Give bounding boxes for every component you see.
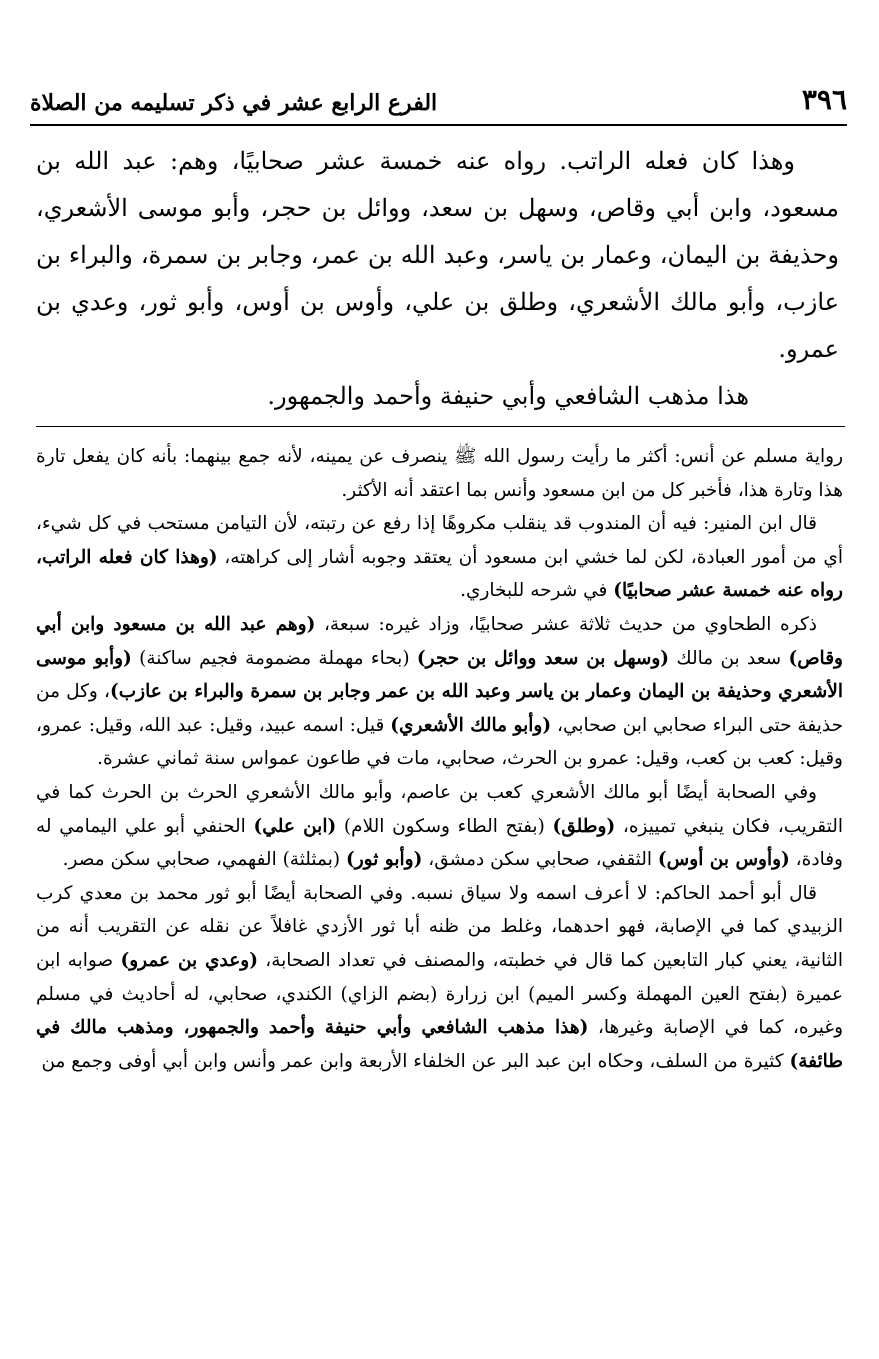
quoted-matn: (وطلق) — [552, 815, 616, 837]
commentary-text: سعد بن مالك — [669, 647, 789, 669]
commentary-text: (بمثلثة) الفهمي، صحابي سكن مصر. — [62, 849, 346, 871]
main-text — [36, 138, 839, 420]
commentary-text: ، وكل من حذيفة حتى البراء صحابي ابن صحابي، — [36, 681, 844, 736]
quoted-matn: (وأوس بن أوس) — [657, 849, 790, 871]
commentary-paragraph-5 — [36, 877, 843, 1079]
quoted-matn: (وأبو موسى الأشعري وحذيفة بن اليمان وعمار بن ياسر وعبد الله بن عمر وجابر بن سمرة والبراء بن عازب) — [36, 647, 843, 703]
quoted-matn: (هذا مذهب الشافعي وأبي حنيفة وأحمد والجمهور، ومذهب مالك في طائفة) — [36, 1017, 843, 1072]
commentary-paragraph-3 — [36, 608, 843, 776]
commentary-text: الثقفي، صحابي سكن دمشق، — [422, 849, 658, 871]
commentary-text: الحنفي أبو علي اليمامي له وفادة، — [36, 815, 843, 871]
running-title: الفرع الرابع عشر في ذكر تسليمه من الصلاة — [30, 90, 438, 116]
commentary-text: (بفتح الطاء وسكون اللام) — [336, 815, 553, 837]
quoted-matn: (وأبو ثور) — [345, 849, 423, 871]
quoted-matn: (وسهل بن سعد ووائل بن حجر) — [416, 647, 670, 669]
quoted-matn: (وعدي بن عمرو) — [120, 949, 258, 971]
commentary-text: وفي الصحابة أيضًا أبو مالك الأشعري كعب بن عاصم، وأبو مالك الأشعري الحرث بن الحرث كما في التقريب، فكان ينبغي تمييزه، — [36, 781, 843, 837]
commentary-text: ذكره الطحاوي من حديث ثلاثة عشر صحابيًا، وزاد غيره: سبعة، — [315, 613, 817, 635]
commentary — [36, 440, 843, 1078]
quoted-matn: (وهم عبد الله بن مسعود وابن أبي وقاص) — [36, 613, 843, 669]
quoted-matn: (وهذا كان فعله الراتب، رواه عنه خمسة عشر صحابيًا) — [36, 546, 843, 602]
quoted-matn: (وأبو مالك الأشعري) — [390, 714, 552, 736]
commentary-text: (بحاء مهملة مضمومة فجيم ساكنة) — [131, 647, 417, 669]
main-paragraph-1: وهذا كان فعله الراتب. رواه عنه خمسة عشر صحابيًا، وهم: عبد الله بن مسعود، وابن أبي وقاص، وسهل بن سعد، ووائل بن حجر، وأبو موسى الأشعري، وحذيفة بن اليمان، وعمار بن ياسر، وعبد الله بن عمر، وجابر بن سمرة، والبراء بن عازب، وأبو مالك الأشعري، وطلق بن علي، وأوس بن أوس، وأبو ثور، وعدي بن عمرو. — [36, 147, 839, 363]
commentary-text: قيل: اسمه عبيد، وقيل: عبد الله، وقيل: عمرو، وقيل: كعب بن كعب، وقيل: عمرو بن الحرث، صحابي، مات في طاعون عمواس سنة ثماني عشرة. — [36, 714, 843, 770]
quoted-matn: (ابن علي) — [253, 815, 337, 837]
commentary-paragraph-4 — [36, 776, 843, 877]
commentary-text: قال ابن المنير: فيه أن المندوب قد ينقلب مكروهًا إذا رفع عن رتبته، لأن التيامن مستحب في كل شيء، أي من أمور العبادة، لكن لما خشي ابن مسعود أن يعتقد وجوبه أشار إلى كراهته، — [36, 513, 843, 568]
header-divider — [30, 124, 847, 126]
commentary-text: صوابه ابن عميرة (بفتح العين المهملة وكسر الميم) ابن زرارة (بضم الزاي) الكندي، صحابي، له أحاديث في مسلم وغيره، كما في الإصابة وغيرها، — [36, 949, 843, 1039]
page-number: ٣٩٦ — [801, 83, 847, 116]
page-header — [30, 78, 847, 114]
commentary-text: كثيرة من السلف، وحكاه ابن عبد البر عن الخلفاء الأربعة وابن عمر وأنس وابن أبي أوفى وجمع من — [41, 1050, 790, 1072]
main-paragraph-2: هذا مذهب الشافعي وأبي حنيفة وأحمد والجمهور. — [267, 382, 749, 410]
commentary-paragraph-1: رواية مسلم عن أنس: أكثر ما رأيت رسول الله ﷺ ينصرف عن يمينه، لأنه جمع بينهما: بأنه كان يفعل تارة هذا وتارة هذا، فأخبر كل من ابن مسعود وأنس بما اعتقد أنه الأكثر. — [36, 446, 843, 501]
commentary-text: قال أبو أحمد الحاكم: لا أعرف اسمه ولا سياق نسبه. وفي الصحابة أيضًا أبو ثور محمد بن معدي كرب الزبيدي كما في الإصابة، فهو احدهما، وغلط من ظنه أبا ثور الأزدي غافلاً عن نقله عن التقريب أنه من الثانية، يعني كبار التابعين كما قال في خطبته، والمصنف في تعداد الصحابة، — [36, 882, 843, 971]
footnote-divider — [36, 426, 845, 427]
commentary-paragraph-2 — [36, 507, 843, 608]
commentary-text: في شرحه للبخاري. — [460, 580, 614, 602]
